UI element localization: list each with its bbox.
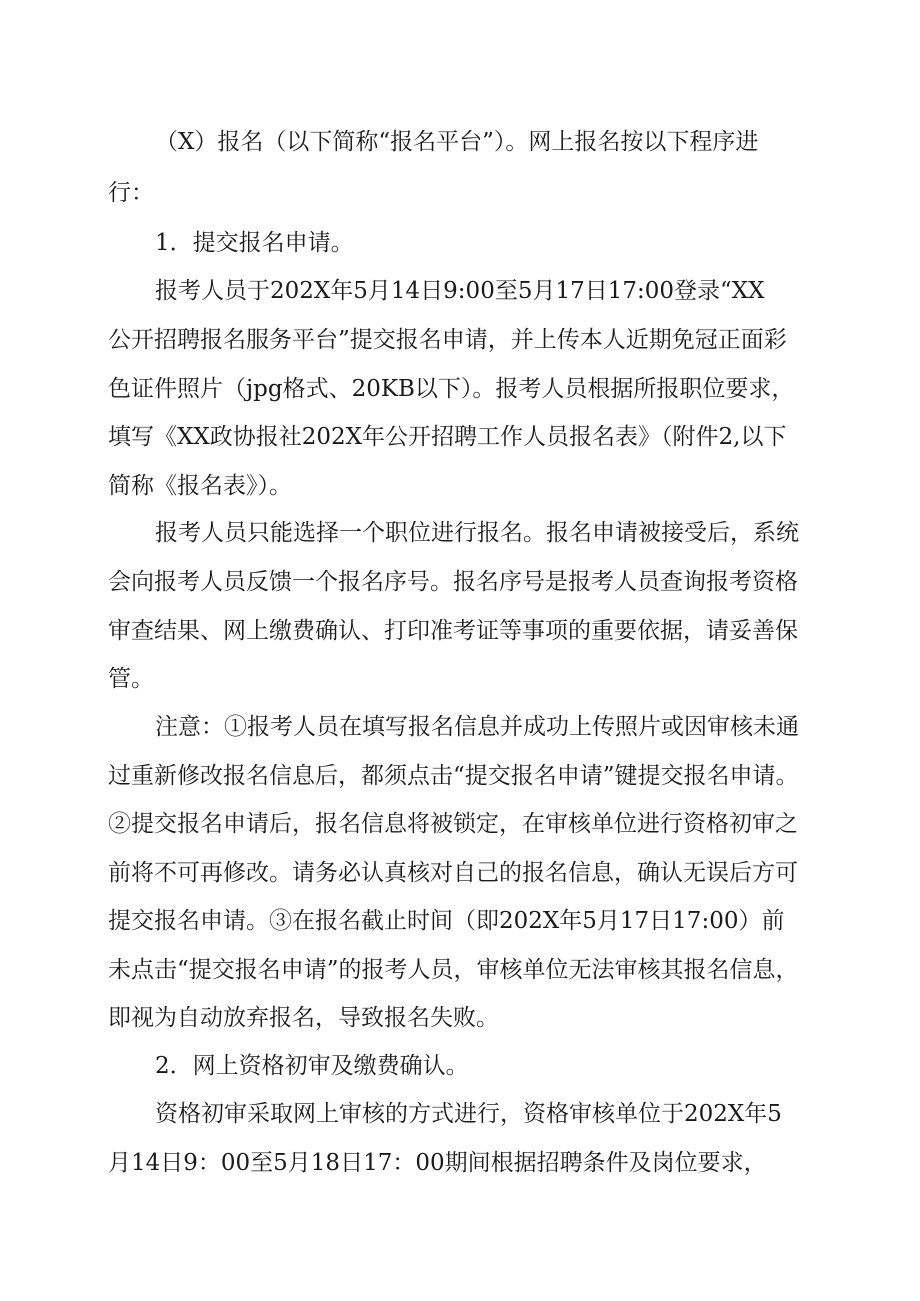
paragraph-line: 色证件照片（jpg格式、20KB以下）。报考人员根据所报职位要求， [108, 376, 795, 402]
paragraph-line: （X）报名（以下简称“报名平台”）。网上报名按以下程序进 [155, 129, 759, 155]
paragraph-line: ②提交报名申请后，报名信息将被锁定，在审核单位进行资格初审之 [108, 811, 798, 837]
paragraph-line: 前将不可再修改。请务必认真核对自己的报名信息，确认无误后方可 [108, 860, 798, 886]
paragraph-line: 资格初审采取网上审核的方式进行，资格审核单位于202X年5 [155, 1101, 782, 1127]
paragraph-line: 管。 [108, 666, 154, 692]
paragraph-line: 报考人员只能选择一个职位进行报名。报名申请被接受后，系统 [155, 520, 799, 546]
paragraph-line: 即视为自动放弃报名，导致报名失败。 [108, 1005, 499, 1031]
paragraph-line: 报考人员于202X年5月14日9:00至5月17日17:00登录“XX [155, 278, 765, 304]
paragraph-line: 行： [108, 180, 154, 206]
paragraph-line: 月14日9：00至5月18日17：00期间根据招聘条件及岗位要求， [108, 1150, 767, 1176]
paragraph-line: 公开招聘报名服务平台”提交报名申请，并上传本人近期免冠正面彩 [108, 327, 787, 353]
paragraph-line: 审查结果、网上缴费确认、打印准考证等事项的重要依据，请妥善保 [108, 618, 798, 644]
section-heading: 1．提交报名申请。 [155, 230, 354, 256]
paragraph-line: 简称《报名表》）。 [108, 473, 292, 499]
paragraph-line: 过重新修改报名信息后，都须点击“提交报名申请”键提交报名申请。 [108, 763, 799, 789]
section-heading: 2．网上资格初审及缴费确认。 [155, 1053, 469, 1079]
paragraph-line: 提交报名申请。③在报名截止时间（即202X年5月17日17:00）前 [108, 908, 785, 934]
paragraph-line: 注意：①报考人员在填写报名信息并成功上传照片或因审核未通 [155, 714, 799, 740]
paragraph-line: 填写《XX政协报社202X年公开招聘工作人员报名表》（附件2,以下 [108, 424, 787, 450]
paragraph-line: 会向报考人员反馈一个报名序号。报名序号是报考人员查询报考资格 [108, 569, 798, 595]
paragraph-line: 未点击“提交报名申请”的报考人员，审核单位无法审核其报名信息， [108, 957, 799, 983]
